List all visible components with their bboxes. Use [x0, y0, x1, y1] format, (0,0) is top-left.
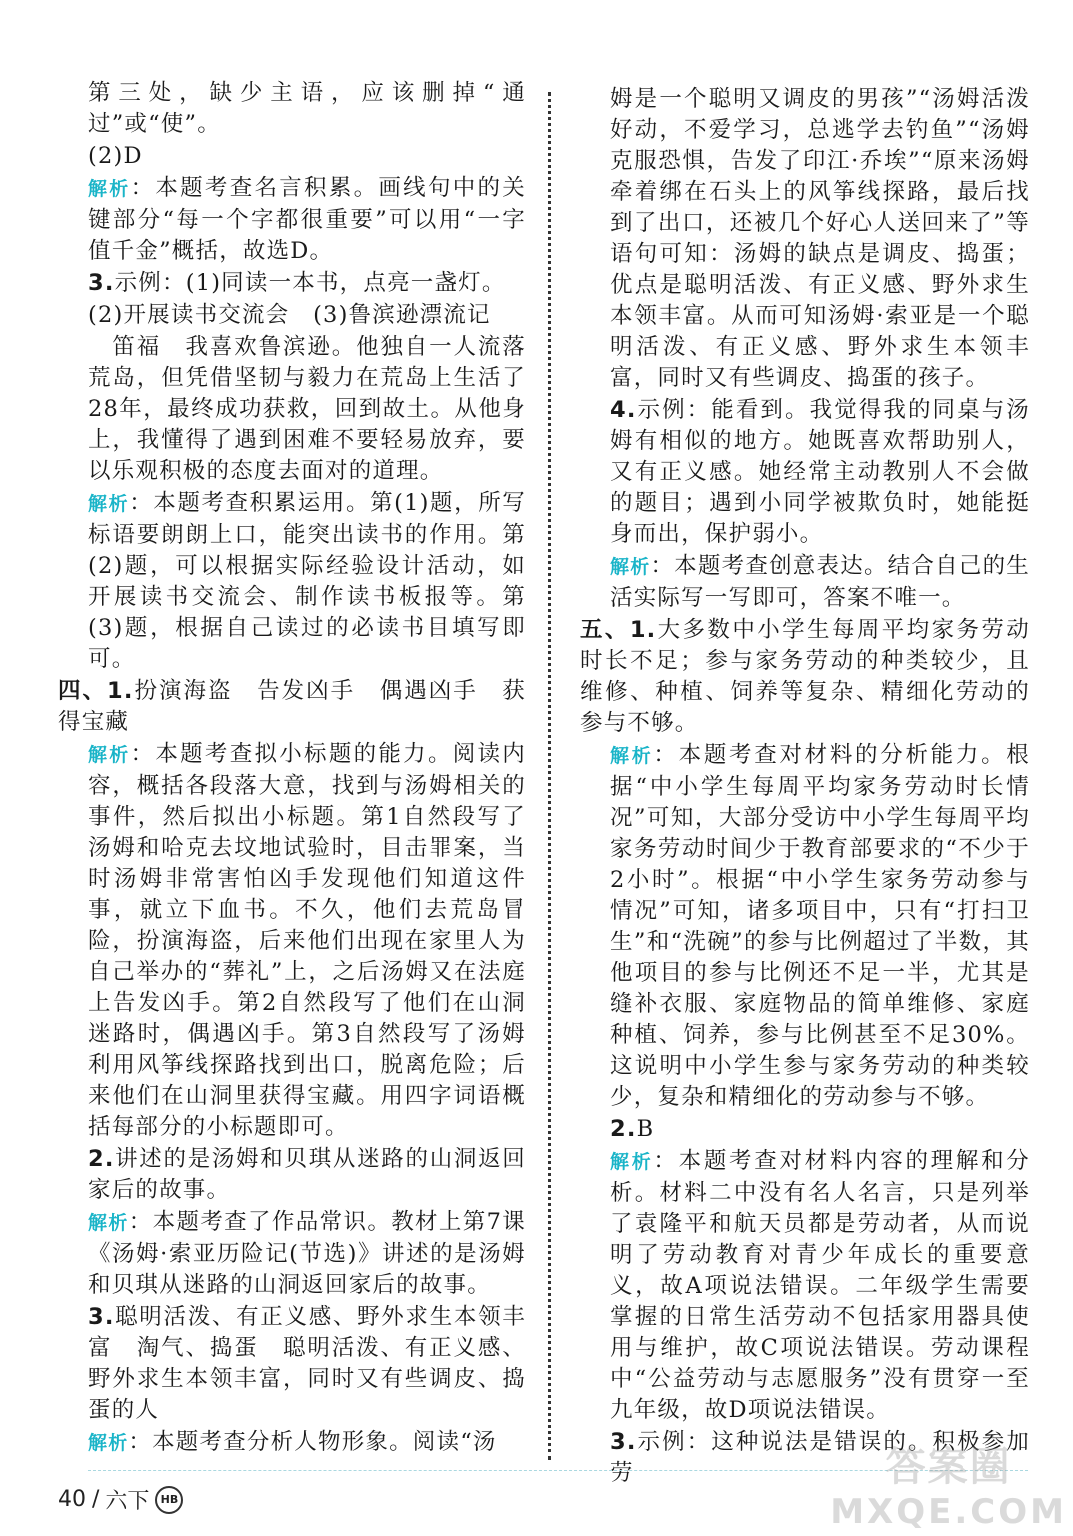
left-column: [58, 78, 527, 1460]
analysis-paragraph: [610, 740, 1030, 1113]
text-line: (2)D: [88, 143, 143, 169]
analysis-text: ：本题考查创意表达。结合自己的生活实际写一写即可，答案不唯一。: [610, 553, 1030, 611]
watermark-logo: 答案圈 MXQE.COM: [830, 1444, 1067, 1532]
analysis-tag: 解析: [610, 1151, 654, 1173]
analysis-text: ：本题考查对材料内容的理解和分析。材料二中没有名人名言，只是列举了袁隆平和航天员都是劳动者，从而说明了劳动教育对青少年成长的重要意义，故A项说法错误。二年级学生需要掌握的日常生活劳动不包括家用器具使用与维护，故C项说法错误。劳动课程中“公益劳动与志愿服务”没有贯穿一至九年级，故D项说法错误。: [610, 1148, 1030, 1423]
item-text: 大多数中小学生每周平均家务劳动时长不足；参与家务劳动的种类较少，且维修、种植、饲养等复杂、精细化劳动的参与不够。: [580, 617, 1030, 736]
text-line: 笛福 我喜欢鲁滨逊。他独自一人流落荒岛，但凭借坚韧与毅力在荒岛上生活了28年，最终成功获救，回到故土。从他身上，我懂得了遇到困难不要轻易放弃，要以乐观积极的态度去面对的道理。: [88, 334, 526, 484]
text-line: 姆是一个聪明又调皮的男孩”“汤姆活泼好动，不爱学习，总逃学去钓鱼”“汤姆克服恐惧，告发了印江·乔埃”“原来汤姆牵着绑在石头上的风筝线探路，最后找到了出口，还被几个好心人送回来了”等语句可知：汤姆的缺点是调皮、捣蛋；优点是聪明活泼、有正义感、野外求生本领丰富。从而可知汤姆·索亚是一个聪明活泼、有正义感、野外求生本领丰富，同时又有些调皮、捣蛋的孩子。: [610, 86, 1030, 391]
answer-item: [610, 395, 1030, 550]
edition-badge-icon: HB: [155, 1486, 183, 1514]
analysis-text: ：本题考查了作品常识。教材上第7课《汤姆·索亚历险记(节选)》讲述的是汤姆和贝琪从迷路的山洞返回家后的故事。: [88, 1209, 527, 1298]
item-text: 示例：能看到。我觉得我的同桌与汤姆有相似的地方。她既喜欢帮助别人，又有正义感。她经常主动教别人不会做的题目；遇到小同学被欺负时，她能挺身而出，保护弱小。: [610, 397, 1030, 547]
analysis-paragraph: [88, 173, 526, 267]
column-divider: [548, 92, 551, 1460]
analysis-paragraph: [88, 1427, 526, 1459]
analysis-tag: 解析: [610, 556, 651, 578]
answer-item: [88, 1302, 526, 1426]
analysis-text: ：本题考查名言积累。画线句中的关键部分“每一个字都很重要”可以用“一字值千金”概括，故选D。: [88, 175, 527, 264]
item-number: 4.: [610, 397, 637, 423]
section-heading: 五、: [580, 617, 630, 643]
analysis-tag: 解析: [88, 178, 131, 200]
analysis-tag: 解析: [88, 1432, 129, 1454]
analysis-tag: 解析: [610, 745, 654, 767]
analysis-paragraph: [88, 739, 526, 1143]
item-number: 3.: [610, 1429, 637, 1455]
analysis-tag: 解析: [88, 1212, 129, 1234]
right-column: [580, 84, 1030, 1490]
item-number: 3.: [88, 270, 115, 296]
analysis-text: ：本题考查对材料的分析能力。根据“中小学生每周平均家务劳动时长情况”可知，大部分受访中小学生每周平均家务劳动时间少于教育部要求的“不少于2小时”。根据“中小学生家务劳动参与情况”可知，诸多项目中，只有“打扫卫生”和“洗碗”的参与比例超过了半数，其他项目的参与比例还不足一半，尤其是缝补衣服、家庭物品的简单维修、家庭种植、饲养，参与比例甚至不足30%。这说明中小学生参与家务劳动的种类较少，复杂和精细化的劳动参与不够。: [610, 742, 1030, 1110]
item-number: 3.: [88, 1304, 115, 1330]
analysis-tag: 解析: [88, 493, 130, 515]
page-number: 40: [58, 1487, 86, 1512]
analysis-text: ：本题考查积累运用。第(1)题，所写标语要朗朗上口，能突出读书的作用。第(2)题，可以根据实际经验设计活动，如开展读书交流会、制作读书板报等。第(3)题，根据自己读过的必读书目填写即可。: [88, 490, 526, 672]
item-text: B: [636, 1116, 655, 1142]
analysis-tag: 解析: [88, 744, 131, 766]
item-text: 讲述的是汤姆和贝琪从迷路的山洞返回家后的故事。: [88, 1146, 526, 1203]
item-number: 2.: [88, 1146, 115, 1172]
grade-label: 六下: [105, 1489, 150, 1514]
section-item: [580, 615, 1030, 739]
analysis-paragraph: [610, 1146, 1030, 1426]
item-text: 示例：这种说法是错误的。积极参加劳: [610, 1429, 1030, 1486]
item-number: 1.: [629, 617, 657, 643]
answer-item: [88, 1144, 526, 1206]
item-text: 示例：(1)同读一本书，点亮一盏灯。: [114, 270, 506, 296]
analysis-paragraph: [88, 488, 526, 675]
section-item: [58, 676, 526, 738]
analysis-text: ：本题考查分析人物形象。阅读“汤: [128, 1429, 497, 1455]
footer-separator: /: [92, 1487, 100, 1512]
item-number: 1.: [107, 678, 134, 704]
analysis-text: ：本题考查拟小标题的能力。阅读内容，概括各段落大意，找到与汤姆相关的事件，然后拟出小标题。第1自然段写了汤姆和哈克去坟地试验时，目击罪案，当时汤姆非常害怕凶手发现他们知道这件事，就立下血书。不久，他们去荒岛冒险，扮演海盗，后来他们出现在家里人为自己举办的“葬礼”上，之后汤姆又在法庭上告发凶手。第2自然段写了他们在山洞迷路时，偶遇凶手。第3自然段写了汤姆利用风筝线探路找到出口，脱离危险；后来他们在山洞里获得宝藏。用四字词语概括每部分的小标题即可。: [88, 741, 527, 1140]
text-line: 第三处，缺少主语，应该删掉“通过”或“使”。: [88, 80, 526, 137]
answer-item: [610, 1114, 1030, 1145]
item-text: 扮演海盗 告发凶手 偶遇凶手 获得宝藏: [58, 678, 526, 735]
item-text: 聪明活泼、有正义感、野外求生本领丰富 淘气、捣蛋 聪明活泼、有正义感、野外求生本领丰富，同时又有些调皮、捣蛋的人: [88, 1304, 526, 1423]
text-line: (2)开展读书交流会 (3)鲁滨逊漂流记: [88, 302, 491, 328]
item-number: 2.: [610, 1116, 637, 1142]
analysis-paragraph: [88, 1207, 526, 1301]
analysis-paragraph: [610, 551, 1030, 614]
answer-item: [88, 268, 526, 299]
section-heading: 四、: [58, 678, 108, 704]
page-footer: [58, 1484, 183, 1515]
